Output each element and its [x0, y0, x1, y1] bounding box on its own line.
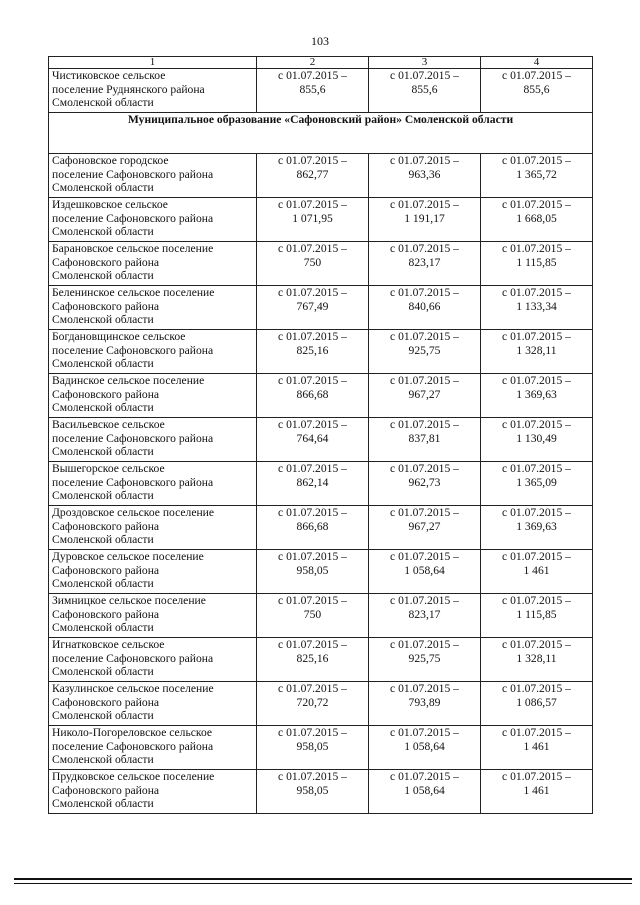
- value-col-2: [257, 242, 369, 286]
- value-col-3: [369, 242, 481, 286]
- value-date: с 01.07.2015 –: [502, 374, 571, 387]
- value-col-4: [481, 506, 593, 550]
- section-row: [49, 113, 593, 154]
- value-col-3: [369, 462, 481, 506]
- name-line: Смоленской области: [52, 489, 154, 503]
- value-date: с 01.07.2015 –: [502, 198, 571, 211]
- value-amount: 855,6: [411, 82, 438, 96]
- value-date: с 01.07.2015 –: [278, 242, 347, 255]
- name-line: Сафоновского района: [52, 607, 160, 621]
- value-date: с 01.07.2015 –: [502, 506, 571, 519]
- name-line: Чистиковское сельское: [52, 69, 166, 82]
- name-line: Смоленской области: [52, 621, 154, 635]
- value-amount: 1 058,64: [404, 563, 445, 577]
- table-row: [49, 154, 593, 198]
- settlement-name: [49, 682, 257, 726]
- value-col-4: [481, 550, 593, 594]
- value-date: с 01.07.2015 –: [390, 69, 459, 82]
- value-date: с 01.07.2015 –: [390, 374, 459, 387]
- settlement-name: [49, 462, 257, 506]
- value-col-2: [257, 198, 369, 242]
- value-date: с 01.07.2015 –: [502, 69, 571, 82]
- value-col-2: [257, 418, 369, 462]
- settlement-name: [49, 726, 257, 770]
- settlement-name: [49, 154, 257, 198]
- name-line: Смоленской области: [52, 357, 154, 371]
- value-col-2: [257, 550, 369, 594]
- value-amount: 1 058,64: [404, 739, 445, 753]
- value-date: с 01.07.2015 –: [390, 242, 459, 255]
- settlement-name: [49, 770, 257, 814]
- value-date: с 01.07.2015 –: [278, 418, 347, 431]
- value-amount: 862,77: [296, 167, 329, 181]
- table-row: [49, 594, 593, 638]
- value-date: с 01.07.2015 –: [390, 154, 459, 167]
- name-line: Смоленской области: [52, 96, 154, 110]
- value-date: с 01.07.2015 –: [502, 638, 571, 651]
- value-col-3: [369, 506, 481, 550]
- value-amount: 1 328,11: [516, 651, 557, 665]
- value-amount: 823,17: [408, 255, 441, 269]
- value-amount: 855,6: [299, 82, 326, 96]
- value-amount: 1 071,95: [292, 211, 333, 225]
- bottom-rule-thin: [14, 883, 632, 884]
- name-line: поселение Сафоновского района: [52, 475, 214, 489]
- table-row: [49, 726, 593, 770]
- value-amount: 958,05: [296, 739, 329, 753]
- value-amount: 1 115,85: [516, 607, 557, 621]
- value-col-2: [257, 726, 369, 770]
- value-col-2: [257, 330, 369, 374]
- value-col-4: [481, 198, 593, 242]
- value-amount: 866,68: [296, 387, 329, 401]
- value-date: с 01.07.2015 –: [502, 594, 571, 607]
- value-col-3: [369, 330, 481, 374]
- table-row: [49, 506, 593, 550]
- value-date: с 01.07.2015 –: [502, 726, 571, 739]
- value-col-4: [481, 418, 593, 462]
- column-header-3: 3: [369, 57, 481, 69]
- value-amount: 1 369,63: [516, 519, 557, 533]
- value-col-3: [369, 550, 481, 594]
- table-row: [49, 682, 593, 726]
- value-amount: 967,27: [408, 519, 441, 533]
- value-date: с 01.07.2015 –: [390, 682, 459, 695]
- value-col-3: [369, 69, 481, 113]
- settlement-name: [49, 69, 257, 113]
- value-amount: 925,75: [408, 651, 441, 665]
- column-header-1: 1: [49, 57, 257, 69]
- settlement-name: [49, 198, 257, 242]
- value-date: с 01.07.2015 –: [278, 506, 347, 519]
- value-col-4: [481, 682, 593, 726]
- table-row: [49, 286, 593, 330]
- value-amount: 1 365,09: [516, 475, 557, 489]
- name-line: Смоленской области: [52, 709, 154, 723]
- value-date: с 01.07.2015 –: [278, 69, 347, 82]
- settlement-name: [49, 374, 257, 418]
- name-line: Смоленской области: [52, 577, 154, 591]
- value-amount: 862,14: [296, 475, 329, 489]
- name-line: Смоленской области: [52, 225, 154, 239]
- value-col-3: [369, 594, 481, 638]
- settlement-name: [49, 418, 257, 462]
- value-col-4: [481, 770, 593, 814]
- value-amount: 750: [303, 255, 322, 269]
- value-date: с 01.07.2015 –: [278, 154, 347, 167]
- name-line: Казулинское сельское поселение: [52, 682, 214, 695]
- value-amount: 1 115,85: [516, 255, 557, 269]
- value-date: с 01.07.2015 –: [278, 550, 347, 563]
- name-line: Зимницкое сельское поселение: [52, 594, 206, 607]
- value-amount: 1 130,49: [516, 431, 557, 445]
- name-line: поселение Руднянского района: [52, 82, 205, 96]
- table-row-chistikovskoe: [49, 69, 593, 113]
- bottom-rule: [14, 878, 632, 880]
- value-date: с 01.07.2015 –: [278, 198, 347, 211]
- value-date: с 01.07.2015 –: [390, 638, 459, 651]
- value-amount: 963,36: [408, 167, 441, 181]
- value-col-3: [369, 638, 481, 682]
- value-amount: 793,89: [408, 695, 441, 709]
- value-date: с 01.07.2015 –: [502, 330, 571, 343]
- value-col-3: [369, 374, 481, 418]
- value-col-3: [369, 198, 481, 242]
- name-line: Николо-Погореловское сельское: [52, 726, 213, 739]
- value-amount: 1 369,63: [516, 387, 557, 401]
- value-date: с 01.07.2015 –: [390, 198, 459, 211]
- value-amount: 825,16: [296, 343, 329, 357]
- value-col-2: [257, 506, 369, 550]
- value-amount: 958,05: [296, 563, 329, 577]
- value-col-2: [257, 154, 369, 198]
- name-line: поселение Сафоновского района: [52, 343, 214, 357]
- table-row: [49, 374, 593, 418]
- value-col-4: [481, 462, 593, 506]
- settlement-name: [49, 550, 257, 594]
- name-line: Смоленской области: [52, 445, 154, 459]
- name-line: Дроздовское сельское поселение: [52, 506, 215, 519]
- value-date: с 01.07.2015 –: [278, 330, 347, 343]
- value-col-4: [481, 594, 593, 638]
- table-row: [49, 638, 593, 682]
- name-line: Игнатковское сельское: [52, 638, 165, 651]
- value-col-3: [369, 682, 481, 726]
- table-row: [49, 242, 593, 286]
- value-amount: 767,49: [296, 299, 329, 313]
- value-date: с 01.07.2015 –: [390, 418, 459, 431]
- value-col-4: [481, 242, 593, 286]
- name-line: Смоленской области: [52, 313, 154, 327]
- value-col-2: [257, 69, 369, 113]
- value-col-3: [369, 154, 481, 198]
- value-date: с 01.07.2015 –: [278, 682, 347, 695]
- value-date: с 01.07.2015 –: [390, 726, 459, 739]
- value-amount: 720,72: [296, 695, 329, 709]
- value-amount: 823,17: [408, 607, 441, 621]
- value-col-3: [369, 286, 481, 330]
- value-col-2: [257, 594, 369, 638]
- name-line: Сафоновского района: [52, 519, 160, 533]
- settlement-name: [49, 286, 257, 330]
- table-row: [49, 770, 593, 814]
- value-date: с 01.07.2015 –: [502, 770, 571, 783]
- name-line: Сафоновского района: [52, 299, 160, 313]
- name-line: Издешковское сельское: [52, 198, 168, 211]
- value-amount: 837,81: [408, 431, 441, 445]
- name-line: Сафоновского района: [52, 563, 160, 577]
- value-amount: 925,75: [408, 343, 441, 357]
- name-line: поселение Сафоновского района: [52, 431, 214, 445]
- name-line: Смоленской области: [52, 665, 154, 679]
- name-line: Смоленской области: [52, 753, 154, 767]
- value-date: с 01.07.2015 –: [390, 770, 459, 783]
- name-line: Прудковское сельское поселение: [52, 770, 215, 783]
- value-amount: 750: [303, 607, 322, 621]
- value-date: с 01.07.2015 –: [390, 506, 459, 519]
- value-amount: 866,68: [296, 519, 329, 533]
- column-header-2: 2: [257, 57, 369, 69]
- table-row: [49, 330, 593, 374]
- value-date: с 01.07.2015 –: [502, 462, 571, 475]
- value-amount: 1 461: [523, 739, 550, 753]
- settlement-name: [49, 594, 257, 638]
- value-date: с 01.07.2015 –: [278, 594, 347, 607]
- value-col-4: [481, 69, 593, 113]
- name-line: Смоленской области: [52, 181, 154, 195]
- value-date: с 01.07.2015 –: [390, 330, 459, 343]
- value-amount: 1 365,72: [516, 167, 557, 181]
- value-date: с 01.07.2015 –: [278, 726, 347, 739]
- value-col-4: [481, 374, 593, 418]
- value-date: с 01.07.2015 –: [502, 682, 571, 695]
- value-amount: 962,73: [408, 475, 441, 489]
- value-date: с 01.07.2015 –: [278, 374, 347, 387]
- value-col-4: [481, 726, 593, 770]
- value-amount: 855,6: [523, 82, 550, 96]
- value-date: с 01.07.2015 –: [278, 462, 347, 475]
- value-amount: 967,27: [408, 387, 441, 401]
- value-date: с 01.07.2015 –: [278, 286, 347, 299]
- name-line: Сафоновского района: [52, 387, 160, 401]
- name-line: поселение Сафоновского района: [52, 651, 214, 665]
- settlement-name: [49, 638, 257, 682]
- value-amount: 1 328,11: [516, 343, 557, 357]
- name-line: Сафоновского района: [52, 255, 160, 269]
- value-col-3: [369, 726, 481, 770]
- value-date: с 01.07.2015 –: [502, 154, 571, 167]
- settlement-name: [49, 242, 257, 286]
- value-amount: 1 191,17: [404, 211, 445, 225]
- table-row: [49, 550, 593, 594]
- value-amount: 825,16: [296, 651, 329, 665]
- name-line: Смоленской области: [52, 533, 154, 547]
- name-line: Сафоновское городское: [52, 154, 169, 167]
- name-line: поселение Сафоновского района: [52, 167, 214, 181]
- value-col-2: [257, 462, 369, 506]
- table-row: [49, 418, 593, 462]
- name-line: Смоленской области: [52, 401, 154, 415]
- name-line: поселение Сафоновского района: [52, 211, 214, 225]
- settlement-name: [49, 506, 257, 550]
- value-col-2: [257, 770, 369, 814]
- value-col-4: [481, 330, 593, 374]
- value-date: с 01.07.2015 –: [502, 242, 571, 255]
- value-amount: 1 086,57: [516, 695, 557, 709]
- value-date: с 01.07.2015 –: [502, 286, 571, 299]
- value-amount: 1 461: [523, 783, 550, 797]
- name-line: Богдановщинское сельское: [52, 330, 186, 343]
- value-amount: 958,05: [296, 783, 329, 797]
- value-amount: 1 668,05: [516, 211, 557, 225]
- section-title: Муниципальное образование «Сафоновский район» Смоленской области: [49, 113, 593, 154]
- name-line: Беленинское сельское поселение: [52, 286, 215, 299]
- column-header-4: 4: [481, 57, 593, 69]
- name-line: Барановское сельское поселение: [52, 242, 214, 255]
- value-col-2: [257, 638, 369, 682]
- name-line: Сафоновского района: [52, 695, 160, 709]
- settlement-name: [49, 330, 257, 374]
- value-date: с 01.07.2015 –: [278, 638, 347, 651]
- name-line: Васильевское сельское: [52, 418, 165, 431]
- column-number-row: [49, 57, 593, 69]
- value-amount: 1 461: [523, 563, 550, 577]
- value-date: с 01.07.2015 –: [390, 286, 459, 299]
- value-col-4: [481, 286, 593, 330]
- value-amount: 840,66: [408, 299, 441, 313]
- table-row: [49, 198, 593, 242]
- value-amount: 764,64: [296, 431, 329, 445]
- value-col-2: [257, 374, 369, 418]
- value-date: с 01.07.2015 –: [502, 418, 571, 431]
- value-date: с 01.07.2015 –: [502, 550, 571, 563]
- value-date: с 01.07.2015 –: [278, 770, 347, 783]
- value-date: с 01.07.2015 –: [390, 462, 459, 475]
- table-row: [49, 462, 593, 506]
- value-col-4: [481, 638, 593, 682]
- value-col-2: [257, 682, 369, 726]
- name-line: Вадинское сельское поселение: [52, 374, 205, 387]
- value-col-3: [369, 418, 481, 462]
- name-line: Вышегорское сельское: [52, 462, 165, 475]
- value-date: с 01.07.2015 –: [390, 550, 459, 563]
- name-line: поселение Сафоновского района: [52, 739, 214, 753]
- value-col-4: [481, 154, 593, 198]
- value-amount: 1 058,64: [404, 783, 445, 797]
- name-line: Смоленской области: [52, 269, 154, 283]
- value-col-2: [257, 286, 369, 330]
- name-line: Сафоновского района: [52, 783, 160, 797]
- value-col-3: [369, 770, 481, 814]
- name-line: Смоленской области: [52, 797, 154, 811]
- tariff-table: [48, 56, 593, 814]
- value-date: с 01.07.2015 –: [390, 594, 459, 607]
- name-line: Дуровское сельское поселение: [52, 550, 204, 563]
- page-number: 103: [311, 34, 329, 48]
- value-amount: 1 133,34: [516, 299, 557, 313]
